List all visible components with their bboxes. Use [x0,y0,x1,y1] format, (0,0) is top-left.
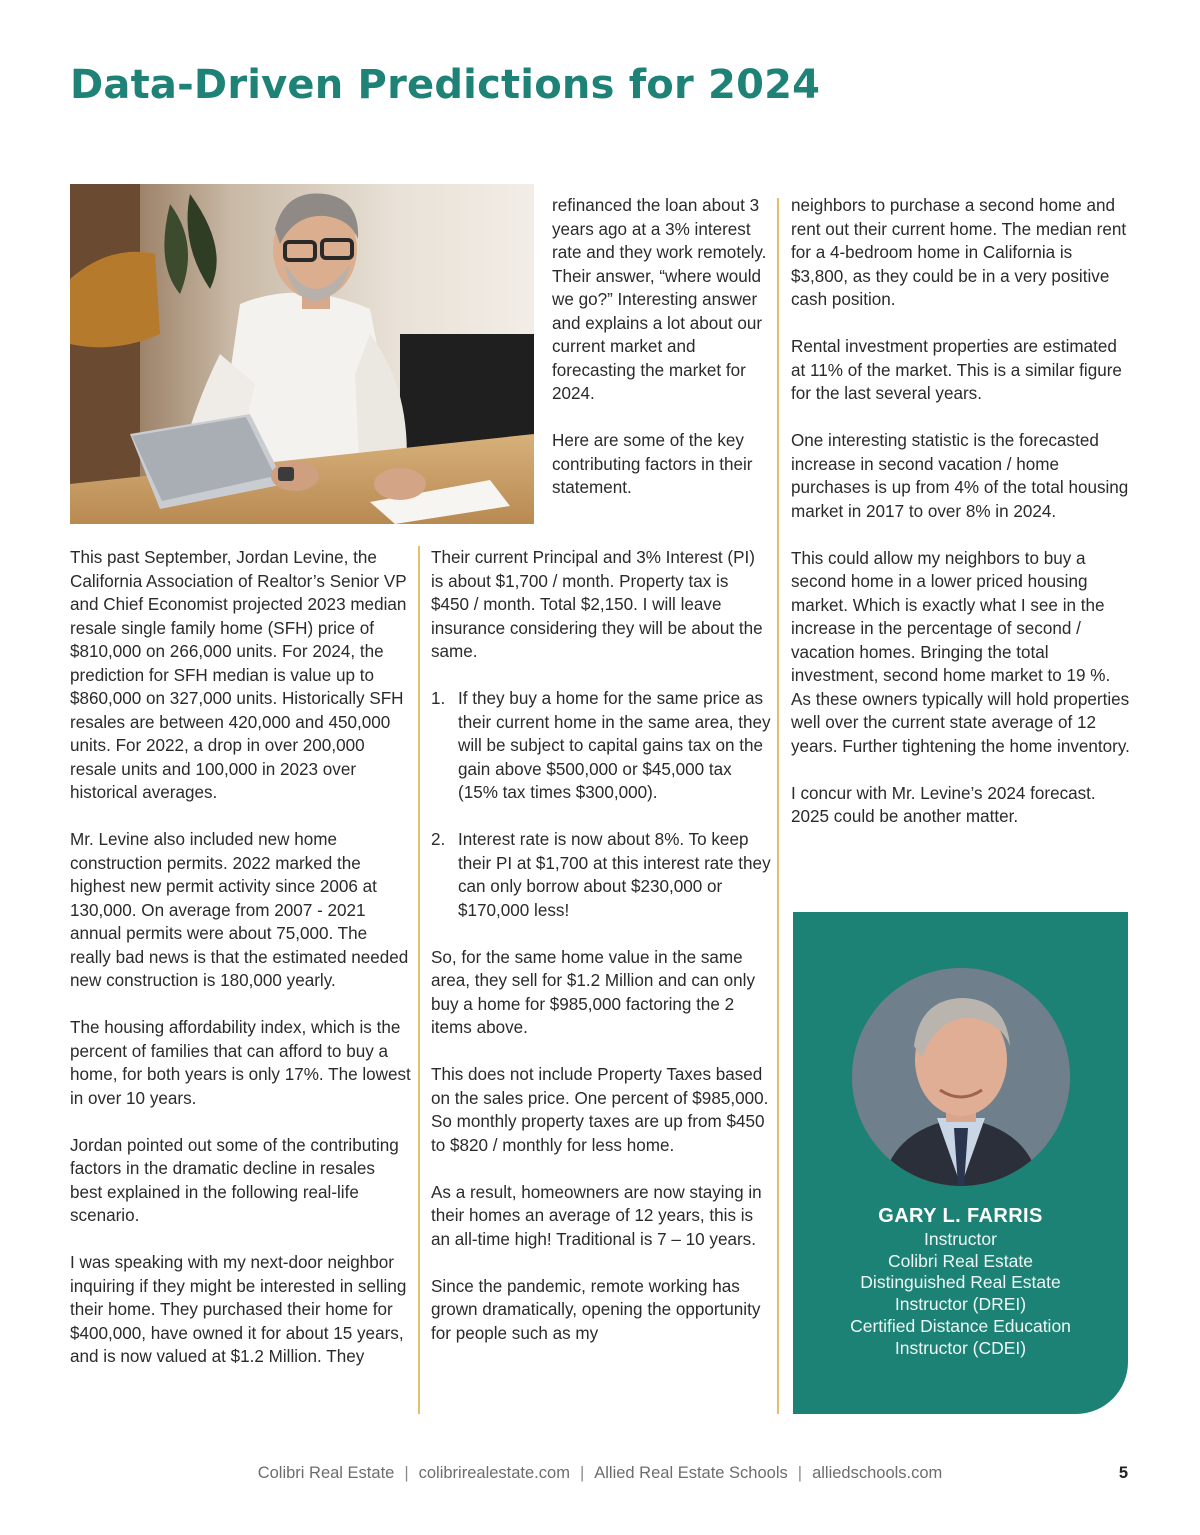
list-item [431,828,771,922]
bio-line: Instructor (CDEI) [894,1337,1027,1358]
footer-link[interactable]: colibrirealestate.com [418,1464,570,1482]
footer-separator: | [404,1464,409,1482]
man-at-laptop-photo [70,184,534,524]
column-2 [431,546,771,1345]
paragraph: The housing affordability index, which is the percent of families that can afford to buy a home, for both years is only 17%. The lowest in over 10 years. [70,1018,411,1108]
column-divider-1 [418,546,420,1414]
paragraph: As a result, homeowners are now staying in their homes an average of 12 years, this is an all-time high! Traditional is 7 – 10 years. [431,1182,762,1249]
list-item [431,687,771,805]
column-3 [791,194,1131,829]
author-bio-card [793,912,1128,1414]
paragraph: Rental investment properties are estimated at 11% of the market. This is a similar figure for the last several years. [791,337,1122,403]
column-1 [70,546,412,1369]
paragraph: One interesting statistic is the forecasted increase in second vacation / home purchases is up from 4% of the total housing market in 2017 to over 8% in 2024. [791,431,1129,521]
bio-line: Certified Distance Education [850,1315,1071,1336]
page-number: 5 [1118,1464,1128,1482]
list-text: If they buy a home for the same price as their current home in the same area, they will be subject to capital gains tax on the gain above $500,000 or $45,000 tax (15% tax times $300,000). [458,689,771,802]
paragraph: This could allow my neighbors to buy a second home in a lower priced housing market. Which is exactly what I see in the increase in the percentage of second / vacation homes. Bringing the total investment, second home market to 19 %. As these owners typically will hold properties well over the current state average of 12 years. Further tightening the home inventory. [791,548,1130,756]
page-footer [0,1464,1200,1483]
bio-line: Instructor (DREI) [894,1294,1027,1315]
paragraph: This does not include Property Taxes based on the sales price. One percent of $985,000. So monthly property taxes are up from $450 to $820 / monthly for less home. [431,1065,769,1155]
footer-item: Allied Real Estate Schools [594,1464,788,1482]
footer-link[interactable]: alliedschools.com [812,1464,943,1482]
paragraph: Jordan pointed out some of the contributing factors in the dramatic decline in resales best explained in the following real-life scenario. [70,1135,399,1225]
list-text: Interest rate is now about 8%. To keep their PI at $1,700 at this interest rate they can only borrow about $230,000 or $170,000 less! [458,830,771,920]
author-portrait [852,968,1070,1186]
footer-separator: | [797,1464,803,1482]
paragraph: I concur with Mr. Levine’s 2024 forecast. 2025 could be another matter. [791,783,1096,826]
footer-separator: | [579,1464,585,1482]
column-divider-2 [777,198,779,1414]
list-number: 2. [431,830,446,849]
paragraph: This past September, Jordan Levine, the California Association of Realtor’s Senior VP and Chief Economist projected 2023 median resale single family home (SFH) price of $810,000 on 266,000 units. For 2024, the prediction for SFH median is value up to $860,000 on 327,000 units. Historically SFH resales are between 420,000 and 450,000 units. For 2022, a drop in over 200,000 resale units and 100,000 in 2023 over historical averages. [70,548,407,802]
paragraph: Here are some of the key contributing factors in their statement. [552,431,753,497]
paragraph: Mr. Levine also included new home construction permits. 2022 marked the highest new permit activity since 2006 at 130,000. On average from 2007 - 2021 annual permits were about 75,000. The really bad news is that the estimated needed new construction is 180,000 yearly. [70,830,409,990]
list-number: 1. [431,689,446,708]
column-2-top [552,194,767,500]
author-bio [793,1203,1128,1359]
paragraph: refinanced the loan about 3 years ago at a 3% interest rate and they work remotely. Their answer, “where would we go?” Interesting answer and explains a lot about our current market and forecasting the market for 2024. [552,196,767,403]
paragraph: I was speaking with my next-door neighbor inquiring if they might be interested in selling their home. They purchased their home for $400,000, have owned it for about 15 years, and is now valued at $1.2 Million. They [70,1253,407,1366]
bio-line: Colibri Real Estate [888,1250,1033,1271]
bio-line: Distinguished Real Estate [860,1272,1061,1293]
paragraph: Since the pandemic, remote working has grown dramatically, opening the opportunity for people such as my [431,1276,761,1343]
author-name: GARY L. FARRIS [878,1205,1043,1227]
footer-item: Colibri Real Estate [257,1464,395,1482]
page-title: Data-Driven Predictions for 2024 [70,62,821,108]
paragraph: So, for the same home value in the same area, they sell for $1.2 Million and can only buy a home for $985,000 factoring the 2 items above. [431,947,756,1037]
paragraph: Their current Principal and 3% Interest (PI) is about $1,700 / month. Property tax is $450 / month. Total $2,150. I will leave insurance considering they will be about the same. [431,548,763,661]
numbered-list [431,687,771,922]
bio-line: Instructor [924,1229,997,1249]
paragraph: neighbors to purchase a second home and rent out their current home. The median rent for a 4-bedroom home in California is $3,800, as they could be in a very positive cash position. [791,196,1127,309]
